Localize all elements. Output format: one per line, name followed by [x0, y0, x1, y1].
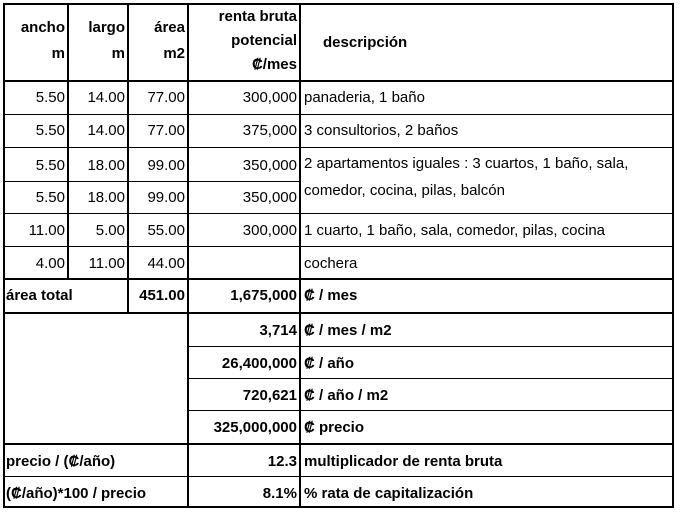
header-largo-line2: m: [111, 45, 125, 62]
property-rent-table: [3, 3, 674, 508]
metric-annual-rent-value: 26,400,000: [221, 355, 297, 372]
row5-area: 55.00: [147, 222, 185, 239]
row4-renta: 350,000: [242, 189, 297, 206]
header-area-line2: m2: [163, 45, 185, 62]
metric-rent-per-m2-unit: ₡ / mes / m2: [304, 322, 392, 339]
border-top: [3, 3, 674, 5]
row3-renta: 350,000: [242, 157, 297, 174]
header-renta-line2: potencial: [231, 32, 297, 49]
row4-largo: 18.00: [87, 189, 125, 206]
header-area-line1: área: [154, 19, 185, 36]
row3-desc: 2 apartamentos iguales : 3 cuartos, 1 baño, sala,: [304, 155, 629, 172]
grid-h-ratio1: [3, 476, 674, 477]
grid-v-ancho: [67, 3, 69, 280]
grid-v-area: [187, 3, 189, 508]
header-ancho-line1: ancho: [20, 19, 65, 36]
row3-largo: 18.00: [87, 157, 125, 174]
grid-h-metric2: [187, 378, 674, 379]
border-right: [672, 3, 674, 508]
grid-h-row4: [3, 213, 674, 214]
row5-renta: 300,000: [242, 222, 297, 239]
grid-h-row1: [3, 114, 674, 115]
grid-h-row6: [3, 278, 674, 280]
metric-price-unit: ₡ precio: [304, 419, 365, 436]
grid-v-largo: [127, 3, 129, 314]
header-renta-line1: renta bruta: [218, 8, 297, 25]
row6-ancho: 4.00: [35, 255, 65, 272]
row1-area: 77.00: [147, 89, 185, 106]
total-unit: ₡ / mes: [304, 287, 358, 304]
row2-desc: 3 consultorios, 2 baños: [304, 122, 459, 139]
grid-h-row3-nums: [3, 181, 299, 182]
ratio-grm-desc: multiplicador de renta bruta: [304, 453, 503, 470]
row1-ancho: 5.50: [35, 89, 65, 106]
row6-area: 44.00: [147, 255, 185, 272]
row6-largo: 11.00: [88, 255, 125, 272]
grid-h-header: [3, 80, 674, 82]
metric-rent-per-m2-value: 3,714: [259, 322, 297, 339]
ratio-grm-value: 12.3: [267, 453, 297, 470]
row2-area: 77.00: [147, 122, 185, 139]
header-descripcion: descripción: [323, 34, 408, 51]
grid-h-metric1: [187, 346, 674, 347]
header-renta-line3: ₡/mes: [251, 56, 297, 73]
row6-desc: cochera: [304, 255, 358, 272]
border-bottom: [3, 506, 674, 508]
row4-ancho: 5.50: [35, 189, 65, 206]
row5-largo: 5.00: [95, 222, 125, 239]
row1-renta: 300,000: [242, 89, 297, 106]
total-area: 451.00: [139, 287, 185, 304]
border-left: [3, 3, 5, 508]
grid-v-renta: [299, 3, 301, 508]
row5-desc: 1 cuarto, 1 baño, sala, comedor, pilas, cocina: [304, 222, 606, 239]
ratio-cap-value: 8.1%: [262, 485, 297, 502]
row3-ancho: 5.50: [35, 157, 65, 174]
row1-largo: 14.00: [87, 89, 125, 106]
row2-ancho: 5.50: [35, 122, 65, 139]
row1-desc: panaderia, 1 baño: [304, 89, 425, 106]
total-renta: 1,675,000: [230, 287, 297, 304]
row5-ancho: 11.00: [28, 222, 65, 239]
metric-annual-rent-unit: ₡ / año: [304, 355, 355, 372]
metric-annual-per-m2-value: 720,621: [242, 387, 297, 404]
total-label: área total: [6, 287, 73, 304]
metric-annual-per-m2-unit: ₡ / año / m2: [304, 387, 389, 404]
row2-renta: 375,000: [242, 122, 297, 139]
grid-h-metric3: [187, 410, 674, 411]
grid-h-total: [3, 312, 674, 314]
ratio-cap-label: (₡/año)*100 / precio: [6, 485, 147, 502]
header-ancho-line2: m: [51, 45, 65, 62]
grid-h-row5: [3, 246, 674, 247]
grid-h-metric4: [3, 443, 674, 445]
row4-area: 99.00: [147, 189, 185, 206]
row3-area: 99.00: [147, 157, 185, 174]
ratio-cap-desc: % rata de capitalización: [304, 485, 474, 502]
metric-price-value: 325,000,000: [213, 419, 297, 436]
grid-h-row2: [3, 147, 674, 148]
row2-largo: 14.00: [87, 122, 125, 139]
header-largo-line1: largo: [88, 19, 125, 36]
row4-desc: comedor, cocina, pilas, balcón: [304, 182, 505, 199]
ratio-grm-label: precio / (₡/año): [6, 453, 116, 470]
